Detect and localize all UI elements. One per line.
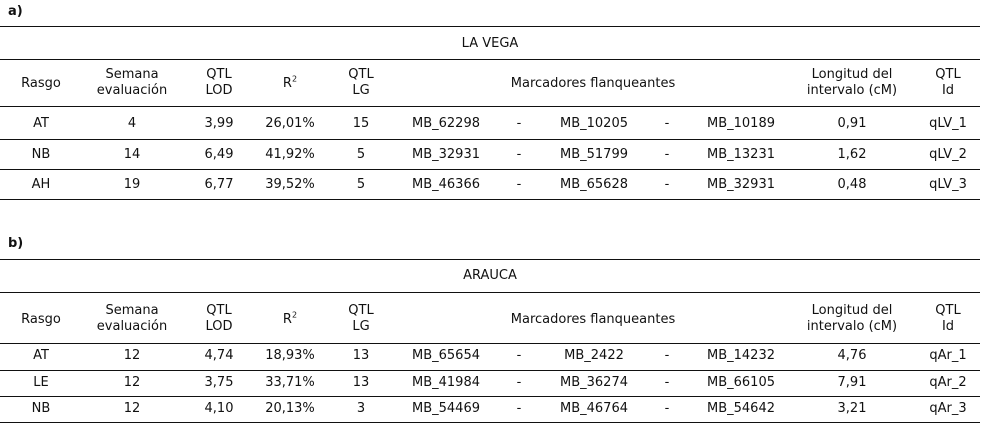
header-longitud-line2: intervalo (cM)	[806, 319, 898, 334]
header-qtl-lod-line2: LOD	[205, 319, 233, 334]
cell-marker-1: MB_41984	[412, 375, 480, 390]
header-r2	[283, 312, 297, 328]
header-r2-base: R	[282, 76, 292, 91]
header-qtl-lod-line2: LOD	[205, 83, 233, 98]
header-r2	[283, 76, 297, 92]
header-semana	[97, 303, 167, 335]
cell-semana: 14	[123, 147, 141, 162]
cell-separator: -	[516, 177, 522, 192]
header-qtl-id-line1: QTL	[935, 303, 961, 318]
cell-separator: -	[516, 116, 522, 131]
header-longitud	[807, 303, 897, 335]
table-row	[0, 401, 980, 417]
cell-rasgo: NB	[31, 401, 51, 416]
table-a-header-rule	[0, 106, 980, 107]
cell-lg: 13	[352, 348, 370, 363]
header-r2-sup: 2	[291, 310, 298, 320]
cell-semana: 12	[123, 348, 141, 363]
table-row	[0, 375, 980, 391]
table-b-bottom-rule	[0, 422, 980, 423]
row-rule	[0, 169, 980, 170]
header-longitud-line1: Longitud del	[811, 303, 893, 318]
header-qtl-lod	[205, 303, 232, 335]
cell-separator: -	[664, 401, 670, 416]
header-qtl-id-line2: Id	[941, 319, 955, 334]
cell-marker-3: MB_10189	[707, 116, 775, 131]
cell-marker-3: MB_14232	[707, 348, 775, 363]
cell-marker-1: MB_46366	[412, 177, 480, 192]
cell-marker-1: MB_62298	[412, 116, 480, 131]
cell-longitud: 3,21	[837, 401, 867, 416]
panel-label-b: b)	[8, 236, 24, 251]
cell-marker-2: MB_46764	[560, 401, 628, 416]
header-qtl-lg	[348, 67, 373, 99]
header-marcadores: Marcadores flanqueantes	[510, 76, 676, 91]
cell-lg: 5	[356, 177, 366, 192]
table-row	[0, 348, 980, 364]
cell-qtl-id: qLV_3	[929, 177, 967, 192]
row-rule	[0, 396, 980, 397]
cell-longitud: 0,48	[837, 177, 867, 192]
cell-r2: 41,92%	[265, 147, 315, 162]
cell-separator: -	[664, 348, 670, 363]
table-b-top-rule	[0, 259, 980, 260]
cell-semana: 12	[123, 401, 141, 416]
cell-marker-3: MB_54642	[707, 401, 775, 416]
table-row	[0, 116, 980, 132]
cell-lod: 6,77	[204, 177, 234, 192]
cell-qtl-id: qAr_3	[929, 401, 967, 416]
table-a-title-rule	[0, 59, 980, 60]
cell-lod: 4,74	[204, 348, 234, 363]
header-semana-line1: Semana	[105, 67, 159, 82]
header-r2-base: R	[282, 312, 292, 327]
cell-semana: 12	[123, 375, 141, 390]
header-qtl-lg-line1: QTL	[348, 67, 374, 82]
header-semana-line2: evaluación	[96, 83, 168, 98]
cell-separator: -	[664, 147, 670, 162]
table-b-header-rule	[0, 343, 980, 344]
cell-separator: -	[516, 348, 522, 363]
cell-semana: 19	[123, 177, 141, 192]
table-b-title-rule	[0, 292, 980, 293]
cell-marker-2: MB_36274	[560, 375, 628, 390]
header-rasgo: Rasgo	[21, 76, 61, 91]
header-qtl-id	[935, 67, 960, 99]
cell-marker-2: MB_2422	[564, 348, 624, 363]
cell-lg: 5	[356, 147, 366, 162]
cell-rasgo: NB	[31, 147, 51, 162]
cell-rasgo: AT	[33, 348, 49, 363]
header-rasgo: Rasgo	[21, 312, 61, 327]
cell-r2: 20,13%	[265, 401, 315, 416]
cell-qtl-id: qLV_1	[929, 116, 967, 131]
cell-lg: 13	[352, 375, 370, 390]
cell-marker-1: MB_54469	[412, 401, 480, 416]
header-semana-line2: evaluación	[96, 319, 168, 334]
cell-marker-2: MB_10205	[560, 116, 628, 131]
header-qtl-lod-line1: QTL	[206, 67, 232, 82]
header-qtl-lg-line2: LG	[352, 319, 370, 334]
table-a-bottom-rule	[0, 199, 980, 200]
row-rule	[0, 370, 980, 371]
cell-marker-2: MB_65628	[560, 177, 628, 192]
cell-longitud: 0,91	[837, 116, 867, 131]
cell-r2: 26,01%	[265, 116, 315, 131]
header-longitud-line2: intervalo (cM)	[806, 83, 898, 98]
cell-qtl-id: qAr_1	[929, 348, 967, 363]
header-qtl-id	[935, 303, 960, 335]
header-marcadores: Marcadores flanqueantes	[510, 312, 676, 327]
cell-lod: 3,99	[204, 116, 234, 131]
cell-r2: 33,71%	[265, 375, 315, 390]
cell-lg: 15	[352, 116, 370, 131]
cell-separator: -	[664, 375, 670, 390]
header-qtl-lod-line1: QTL	[206, 303, 232, 318]
cell-separator: -	[516, 375, 522, 390]
header-r2-sup: 2	[291, 74, 298, 84]
table-b-title: ARAUCA	[463, 268, 517, 283]
table-a-top-rule	[0, 26, 980, 27]
header-longitud-line1: Longitud del	[811, 67, 893, 82]
header-semana	[97, 67, 167, 99]
header-qtl-lg-line1: QTL	[348, 303, 374, 318]
cell-lg: 3	[356, 401, 366, 416]
cell-qtl-id: qLV_2	[929, 147, 967, 162]
panel-label-a: a)	[8, 4, 23, 19]
cell-rasgo: LE	[33, 375, 49, 390]
cell-longitud: 4,76	[837, 348, 867, 363]
cell-semana: 4	[127, 116, 137, 131]
cell-lod: 3,75	[204, 375, 234, 390]
cell-marker-3: MB_32931	[707, 177, 775, 192]
cell-marker-1: MB_32931	[412, 147, 480, 162]
table-a-title: LA VEGA	[461, 36, 519, 51]
cell-longitud: 1,62	[837, 147, 867, 162]
cell-separator: -	[516, 401, 522, 416]
header-qtl-id-line2: Id	[941, 83, 955, 98]
cell-rasgo: AH	[31, 177, 51, 192]
header-longitud	[807, 67, 897, 99]
cell-rasgo: AT	[33, 116, 49, 131]
cell-marker-2: MB_51799	[560, 147, 628, 162]
cell-marker-3: MB_13231	[707, 147, 775, 162]
cell-r2: 39,52%	[265, 177, 315, 192]
cell-separator: -	[664, 116, 670, 131]
cell-qtl-id: qAr_2	[929, 375, 967, 390]
header-qtl-id-line1: QTL	[935, 67, 961, 82]
header-semana-line1: Semana	[105, 303, 159, 318]
cell-separator: -	[516, 147, 522, 162]
header-qtl-lg	[348, 303, 373, 335]
table-row	[0, 177, 980, 193]
cell-marker-3: MB_66105	[707, 375, 775, 390]
header-qtl-lg-line2: LG	[352, 83, 370, 98]
header-qtl-lod	[205, 67, 232, 99]
cell-lod: 6,49	[204, 147, 234, 162]
row-rule	[0, 139, 980, 140]
table-row	[0, 147, 980, 163]
cell-marker-1: MB_65654	[412, 348, 480, 363]
cell-longitud: 7,91	[837, 375, 867, 390]
cell-lod: 4,10	[204, 401, 234, 416]
cell-separator: -	[664, 177, 670, 192]
cell-r2: 18,93%	[265, 348, 315, 363]
